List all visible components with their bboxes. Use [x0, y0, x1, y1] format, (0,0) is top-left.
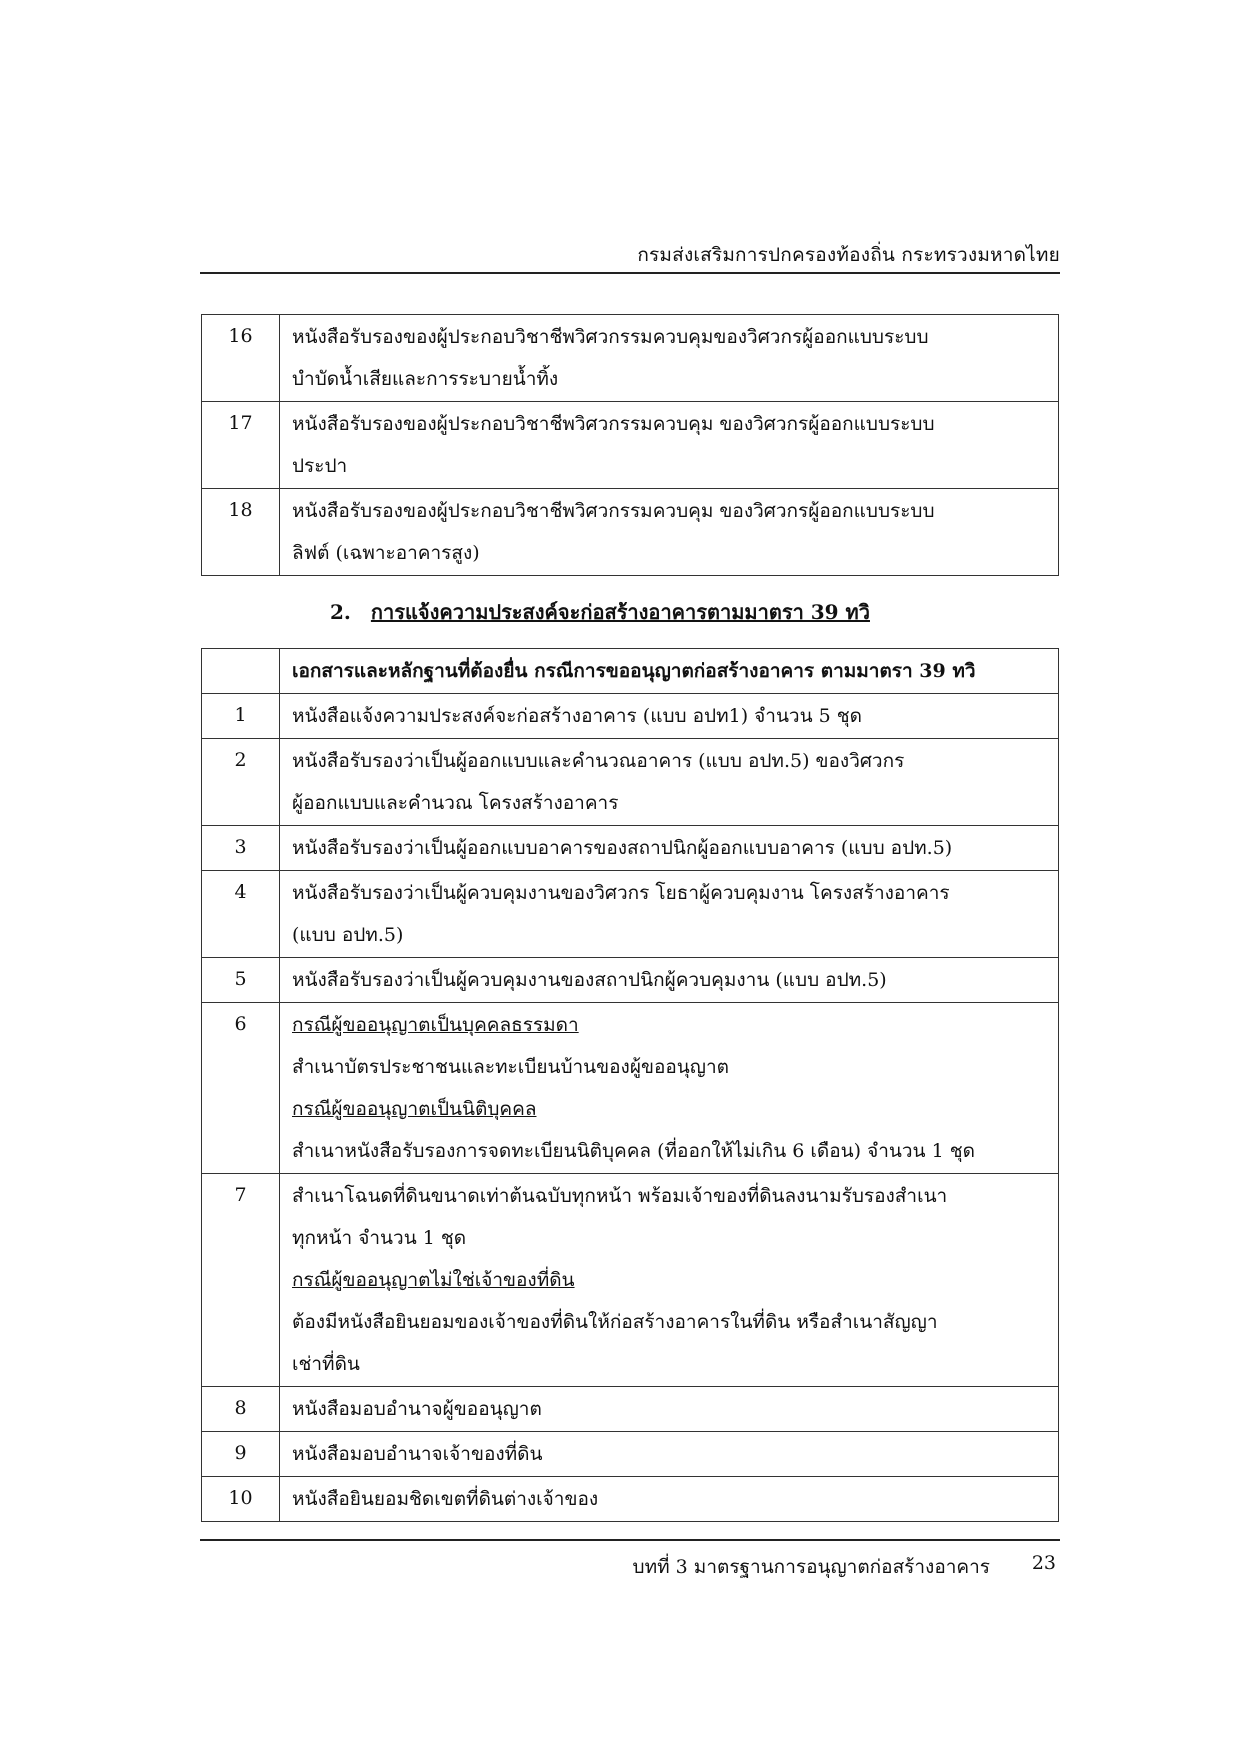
row-text	[280, 871, 1059, 958]
table-header: เอกสารและหลักฐานที่ต้องยื่น กรณีการขออนุญาตก่อสร้างอาคาร ตามมาตรา 39 ทวิ	[280, 649, 1059, 694]
row-number: 3	[202, 826, 280, 871]
table-row	[202, 958, 1059, 1003]
row-text	[280, 402, 1059, 489]
footer-divider	[200, 1539, 1060, 1541]
header-number-cell	[202, 649, 280, 694]
row-text-line: หนังสือรับรองของผู้ประกอบวิชาชีพวิศวกรรมควบคุม ของวิศวกรผู้ออกแบบระบบ	[292, 500, 935, 522]
row-text-line: หนังสือรับรองว่าเป็นผู้ควบคุมงานของวิศวกร โยธาผู้ควบคุมงาน โครงสร้างอาคาร	[292, 882, 950, 904]
row-number: 8	[202, 1387, 280, 1432]
row-text-line: ผู้ออกแบบและคำนวณ โครงสร้างอาคาร	[292, 792, 619, 814]
section-number: 2.	[330, 600, 351, 624]
row-text-line: ทุกหน้า จำนวน 1 ชุด	[292, 1227, 467, 1249]
table-row	[202, 1477, 1059, 1522]
header-divider	[200, 272, 1060, 274]
chapter-title: บทที่ 3 มาตรฐานการอนุญาตก่อสร้างอาคาร	[632, 1556, 990, 1578]
row-text-line: หนังสือรับรองว่าเป็นผู้ออกแบบอาคารของสถาปนิกผู้ออกแบบอาคาร (แบบ อปท.5)	[292, 837, 953, 859]
row-number: 18	[202, 489, 280, 576]
row-text	[280, 1387, 1059, 1432]
case-subheading: กรณีผู้ขออนุญาตไม่ใช่เจ้าของที่ดิน	[292, 1269, 575, 1291]
row-text-line: ต้องมีหนังสือยินยอมของเจ้าของที่ดินให้ก่อสร้างอาคารในที่ดิน หรือสำเนาสัญญา	[292, 1311, 938, 1333]
row-number: 6	[202, 1003, 280, 1174]
row-text-line: หนังสือมอบอำนาจผู้ขออนุญาต	[292, 1398, 542, 1420]
row-number: 1	[202, 694, 280, 739]
table-row	[202, 1432, 1059, 1477]
table-row	[202, 739, 1059, 826]
page-number: 23	[1031, 1552, 1056, 1574]
table-row	[202, 1174, 1059, 1387]
row-text	[280, 1174, 1059, 1387]
row-number: 10	[202, 1477, 280, 1522]
page-header: กรมส่งเสริมการปกครองท้องถิ่น กระทรวงมหาดไทย	[637, 244, 1060, 266]
row-text-line: (แบบ อปท.5)	[292, 924, 404, 946]
row-text-line: หนังสือแจ้งความประสงค์จะก่อสร้างอาคาร (แบบ อปท1) จำนวน 5 ชุด	[292, 705, 862, 727]
table-row	[202, 826, 1059, 871]
table-row	[202, 1003, 1059, 1174]
row-number: 4	[202, 871, 280, 958]
section-heading	[330, 596, 870, 628]
row-number: 17	[202, 402, 280, 489]
row-text-line: หนังสือรับรองของผู้ประกอบวิชาชีพวิศวกรรมควบคุมของวิศวกรผู้ออกแบบระบบ	[292, 326, 929, 348]
row-text	[280, 1432, 1059, 1477]
row-text-line: หนังสือมอบอำนาจเจ้าของที่ดิน	[292, 1443, 543, 1465]
row-text	[280, 489, 1059, 576]
row-text-line: ประปา	[292, 455, 348, 477]
row-text	[280, 315, 1059, 402]
row-text	[280, 739, 1059, 826]
table-row	[202, 871, 1059, 958]
case-subheading: กรณีผู้ขออนุญาตเป็นบุคคลธรรมดา	[292, 1014, 579, 1036]
table-row	[202, 315, 1059, 402]
row-number: 7	[202, 1174, 280, 1387]
row-text	[280, 1477, 1059, 1522]
row-text-line: หนังสือยินยอมชิดเขตที่ดินต่างเจ้าของ	[292, 1488, 599, 1510]
row-text-line: สำเนาหนังสือรับรองการจดทะเบียนนิติบุคคล (ที่ออกให้ไม่เกิน 6 เดือน) จำนวน 1 ชุด	[292, 1140, 975, 1162]
row-number: 9	[202, 1432, 280, 1477]
row-text	[280, 826, 1059, 871]
table-row	[202, 489, 1059, 576]
row-text-line: สำเนาโฉนดที่ดินขนาดเท่าต้นฉบับทุกหน้า พร้อมเจ้าของที่ดินลงนามรับรองสำเนา	[292, 1185, 948, 1207]
requirements-table-39bis	[201, 648, 1059, 1522]
row-text	[280, 1003, 1059, 1174]
table-row	[202, 402, 1059, 489]
row-number: 5	[202, 958, 280, 1003]
row-text-line: หนังสือรับรองว่าเป็นผู้ออกแบบและคำนวณอาคาร (แบบ อปท.5) ของวิศวกร	[292, 750, 905, 772]
row-text-line: หนังสือรับรองของผู้ประกอบวิชาชีพวิศวกรรมควบคุม ของวิศวกรผู้ออกแบบระบบ	[292, 413, 935, 435]
table-header-row	[202, 649, 1059, 694]
row-number: 16	[202, 315, 280, 402]
row-text-line: สำเนาบัตรประชาชนและทะเบียนบ้านของผู้ขออนุญาต	[292, 1056, 729, 1078]
case-subheading: กรณีผู้ขออนุญาตเป็นนิติบุคคล	[292, 1098, 537, 1120]
row-text-line: บำบัดน้ำเสียและการระบายน้ำทิ้ง	[292, 368, 559, 390]
row-number: 2	[202, 739, 280, 826]
row-text	[280, 958, 1059, 1003]
requirements-table-continued	[201, 314, 1059, 576]
section-title-text: การแจ้งความประสงค์จะก่อสร้างอาคารตามมาตรา 39 ทวิ	[370, 600, 870, 624]
table-row	[202, 694, 1059, 739]
row-text	[280, 694, 1059, 739]
table-row	[202, 1387, 1059, 1432]
row-text-line: หนังสือรับรองว่าเป็นผู้ควบคุมงานของสถาปนิกผู้ควบคุมงาน (แบบ อปท.5)	[292, 969, 887, 991]
row-text-line: เช่าที่ดิน	[292, 1353, 360, 1375]
row-text-line: ลิฟต์ (เฉพาะอาคารสูง)	[292, 542, 480, 564]
